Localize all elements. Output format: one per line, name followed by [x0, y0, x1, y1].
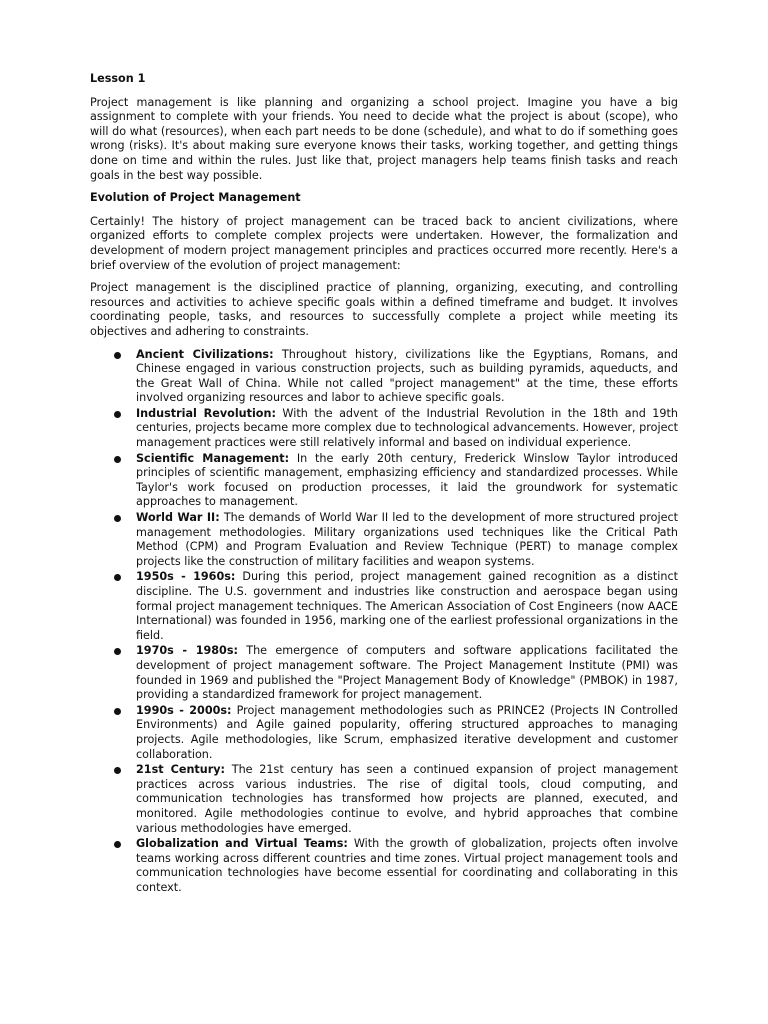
- bullet-term: Globalization and Virtual Teams:: [136, 837, 348, 851]
- intro-paragraph: Project management is like planning and organizing a school project. Imagine you have a big assignment to complete with your friends. You need to decide what the project is about (scope), who will do what (resources), when each part needs to be done (schedule), and what to do if something goes wrong (risks). It's about making sure everyone knows their tasks, working together, and getting things done on time and within the rules. Just like that, project managers help teams finish tasks and reach goals in the best way possible.: [90, 95, 678, 182]
- lesson-title: Lesson 1: [90, 72, 146, 85]
- bullet-text: With the growth of globalization, projects often involve teams working across different countries and time zones. Virtual project management tools and communication technologies have become essential for coordinating and collaborating in this context.: [136, 837, 678, 894]
- list-item: [90, 348, 678, 406]
- evolution-bullet-list: [90, 348, 678, 896]
- list-item: [90, 407, 678, 451]
- list-item: [90, 763, 678, 836]
- list-item: [90, 511, 678, 569]
- bullet-dot-icon: [114, 456, 121, 463]
- bullet-term: 1970s - 1980s:: [136, 644, 238, 658]
- bullet-term: 1950s - 1960s:: [136, 570, 236, 584]
- bullet-term: Scientific Management:: [136, 451, 290, 465]
- bullet-text: Project management methodologies such as PRINCE2 (Projects IN Controlled Environments) and Agile gained popularity, offering structured approaches to managing projects. Agile methodologies, like Scrum, emphasized iterative development and customer collaboration.: [136, 703, 678, 761]
- bullet-dot-icon: [114, 352, 121, 359]
- bullet-dot-icon: [114, 767, 121, 774]
- bullet-text: With the advent of the Industrial Revolution in the 18th and 19th centuries, projects became more complex due to technological advancements. However, project management practices were still relatively informal and based on individual experience.: [136, 406, 679, 450]
- list-item: [90, 452, 678, 510]
- section-heading: Evolution of Project Management: [90, 191, 301, 205]
- bullet-dot-icon: [114, 648, 121, 655]
- bullet-text: Throughout history, civilizations like the Egyptians, Romans, and Chinese engaged in various construction projects, such as building pyramids, aqueducts, and the Great Wall of China. While not called "project management" at the time, these efforts involved organizing resources and labor to achieve specific goals.: [136, 347, 678, 405]
- bullet-dot-icon: [114, 515, 121, 522]
- bullet-term: Industrial Revolution:: [136, 406, 276, 420]
- list-item: [90, 704, 678, 762]
- bullet-text: In the early 20th century, Frederick Winslow Taylor introduced principles of scientific management, emphasizing efficiency and standardized processes. While Taylor's work focused on production processes, it laid the groundwork for systematic approaches to management.: [136, 451, 678, 509]
- bullet-term: World War II:: [136, 511, 220, 525]
- definition-paragraph: Project management is the disciplined practice of planning, organizing, executing, and controlling resources and activities to achieve specific goals within a defined timeframe and budget. It involves coordinating people, tasks, and resources to successfully complete a project while meeting its objectives and adhering to constraints.: [90, 281, 678, 338]
- list-item: [90, 570, 678, 643]
- bullet-dot-icon: [114, 708, 121, 715]
- bullet-dot-icon: [114, 574, 121, 581]
- bullet-term: 1990s - 2000s:: [136, 703, 232, 717]
- bullet-term: Ancient Civilizations:: [136, 347, 274, 361]
- bullet-text: The demands of World War II led to the development of more structured project management methodologies. Military organizations used techniques like the Critical Path Method (CPM) and Program Evaluation and Review Technique (PERT) to manage complex projects like the construction of military facilities and weapon systems.: [136, 511, 678, 568]
- bullet-text: During this period, project management gained recognition as a distinct discipline. The U.S. government and industries like construction and aerospace began using formal project management techniques. The American Association of Cost Engineers (now AACE International) was founded in 1956, marking one of the earliest professional organizations in the field.: [136, 570, 678, 642]
- list-item: [90, 837, 678, 895]
- bullet-text: The emergence of computers and software applications facilitated the development of project management software. The Project Management Institute (PMI) was founded in 1969 and published the "Project Management Body of Knowledge" (PMBOK) in 1987, providing a standardized framework for project management.: [136, 644, 678, 702]
- bullet-dot-icon: [114, 841, 121, 848]
- list-item: [90, 644, 678, 702]
- history-paragraph: Certainly! The history of project management can be traced back to ancient civilizations, where organized efforts to complete complex projects were undertaken. However, the formalization and development of modern project management principles and practices occurred more recently. Here's a brief overview of the evolution of project management:: [90, 214, 678, 272]
- bullet-text: The 21st century has seen a continued expansion of project management practices across various industries. The rise of digital tools, cloud computing, and communication technologies has transformed how projects are planned, executed, and monitored. Agile methodologies continue to evolve, and hybrid approaches that combine various methodologies have emerged.: [136, 763, 678, 835]
- document-page: [90, 72, 678, 896]
- bullet-term: 21st Century:: [136, 763, 226, 777]
- bullet-dot-icon: [114, 411, 121, 418]
